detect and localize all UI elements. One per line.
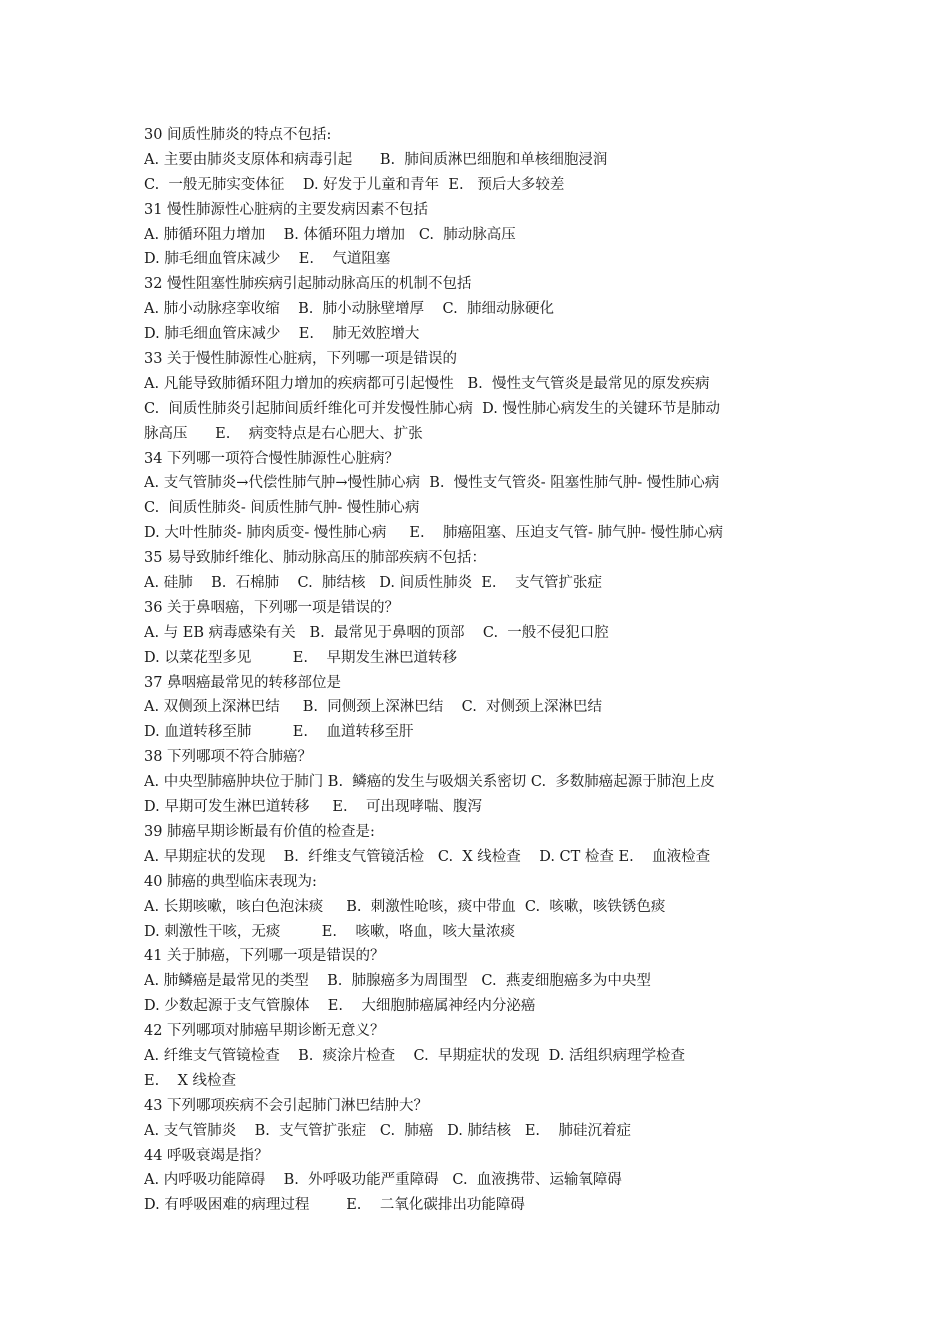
question-34-stem: 34 下列哪一项符合慢性肺源性心脏病？ — [144, 450, 400, 467]
question-41-stem: 41 关于肺癌，下列哪一项是错误的？ — [144, 948, 385, 965]
question-32-options-line-2: D. 肺毛细血管床减少 E. 肺无效腔增大 — [144, 326, 420, 343]
question-43-stem: 43 下列哪项疾病不会引起肺门淋巴结肿大？ — [144, 1097, 429, 1114]
question-36-options-line-2: D. 以菜花型多见 E. 早期发生淋巴道转移 — [144, 649, 457, 666]
question-42-options-line-2: E. X 线检查 — [144, 1072, 237, 1089]
question-30-options-line-1: A. 主要由肺炎支原体和病毒引起 B. 肺间质淋巴细胞和单核细胞浸润 — [144, 151, 608, 168]
question-44-stem: 44 呼吸衰竭是指？ — [144, 1147, 269, 1164]
question-34-options-line-1: A. 支气管肺炎→代偿性肺气肿→慢性肺心病 B. 慢性支气管炎- 阻塞性肺气肿- 慢性肺心病 — [144, 475, 720, 492]
question-37-options-line-1: A. 双侧颈上深淋巴结 B. 同侧颈上深淋巴结 C. 对侧颈上深淋巴结 — [144, 699, 603, 716]
question-38-options-line-2: D. 早期可发生淋巴道转移 E. 可出现哮喘、腹泻 — [144, 799, 483, 816]
question-35-stem: 35 易导致肺纤维化、肺动脉高压的肺部疾病不包括： — [144, 550, 487, 567]
question-33-stem: 33 关于慢性肺源性心脏病，下列哪一项是错误的 — [144, 351, 458, 368]
question-41-options-line-2: D. 少数起源于支气管腺体 E. 大细胞肺癌属神经内分泌癌 — [144, 998, 536, 1015]
question-33-options-line-1: A. 凡能导致肺循环阻力增加的疾病都可引起慢性 B. 慢性支气管炎是最常见的原发疾病 — [144, 375, 710, 392]
question-38-options-line-1: A. 中央型肺癌肿块位于肺门 B. 鳞癌的发生与吸烟关系密切 C. 多数肺癌起源于肺泡上皮 — [144, 774, 715, 791]
question-31-stem: 31 慢性肺源性心脏病的主要发病因素不包括 — [144, 201, 429, 218]
question-36-options-line-1: A. 与 EB 病毒感染有关 B. 最常见于鼻咽的顶部 C. 一般不侵犯口腔 — [144, 624, 609, 641]
question-44-options-line-1: A. 内呼吸功能障碍 B. 外呼吸功能严重障碍 C. 血液携带、运输氧障碍 — [144, 1172, 622, 1189]
question-30-options-line-2: C. 一般无肺实变体征 D. 好发于儿童和青年 E. 预后大多较差 — [144, 176, 565, 193]
question-42-stem: 42 下列哪项对肺癌早期诊断无意义？ — [144, 1023, 385, 1040]
question-33-options-line-3: 脉高压 E. 病变特点是右心肥大、扩张 — [144, 425, 423, 442]
question-34-options-line-2: C. 间质性肺炎- 间质性肺气肿- 慢性肺心病 — [144, 500, 420, 517]
question-31-options-line-1: A. 肺循环阻力增加 B. 体循环阻力增加 C. 肺动脉高压 — [144, 226, 516, 243]
question-42-options-line-1: A. 纤维支气管镜检查 B. 痰涂片检查 C. 早期症状的发现 D. 活组织病理学检查 — [144, 1047, 685, 1064]
question-34-options-line-3: D. 大叶性肺炎- 肺肉质变- 慢性肺心病 E. 肺癌阻塞、压迫支气管- 肺气肿- 慢性肺心病 — [144, 525, 724, 542]
question-43-options-line-1: A. 支气管肺炎 B. 支气管扩张症 C. 肺癌 D. 肺结核 E. 肺硅沉着症 — [144, 1122, 631, 1139]
question-40-stem: 40 肺癌的典型临床表现为: — [144, 873, 317, 890]
question-38-stem: 38 下列哪项不符合肺癌？ — [144, 749, 313, 766]
question-32-options-line-1: A. 肺小动脉痉挛收缩 B. 肺小动脉壁增厚 C. 肺细动脉硬化 — [144, 301, 554, 318]
question-40-options-line-1: A. 长期咳嗽，咳白色泡沫痰 B. 刺激性呛咳，痰中带血 C. 咳嗽，咳铁锈色痰 — [144, 898, 666, 915]
question-40-options-line-2: D. 刺激性干咳，无痰 E. 咳嗽，咯血，咳大量浓痰 — [144, 923, 515, 940]
question-44-options-line-2: D. 有呼吸困难的病理过程 E. 二氧化碳排出功能障碍 — [144, 1197, 525, 1214]
question-37-stem: 37 鼻咽癌最常见的转移部位是 — [144, 674, 342, 691]
question-32-stem: 32 慢性阻塞性肺疾病引起肺动脉高压的机制不包括 — [144, 276, 472, 293]
question-30-stem: 30 间质性肺炎的特点不包括: — [144, 127, 332, 143]
question-31-options-line-2: D. 肺毛细血管床减少 E. 气道阻塞 — [144, 251, 391, 268]
question-41-options-line-1: A. 肺鳞癌是最常见的类型 B. 肺腺癌多为周围型 C. 燕麦细胞癌多为中央型 — [144, 973, 651, 990]
question-36-stem: 36 关于鼻咽癌，下列哪一项是错误的？ — [144, 599, 400, 616]
question-39-stem: 39 肺癌早期诊断最有价值的检查是: — [144, 823, 375, 840]
question-35-options-line-1: A. 硅肺 B. 石棉肺 C. 肺结核 D. 间质性肺炎 E. 支气管扩张症 — [144, 575, 602, 592]
question-33-options-line-2: C. 间质性肺炎引起肺间质纤维化可并发慢性肺心病 D. 慢性肺心病发生的关键环节是肺动 — [144, 400, 720, 417]
question-37-options-line-2: D. 血道转移至肺 E. 血道转移至肝 — [144, 724, 414, 741]
question-39-options-line-1: A. 早期症状的发现 B. 纤维支气管镜活检 C. X 线检查 D. CT 检查 E. 血液检查 — [144, 848, 711, 865]
question-text-block — [144, 123, 824, 1218]
